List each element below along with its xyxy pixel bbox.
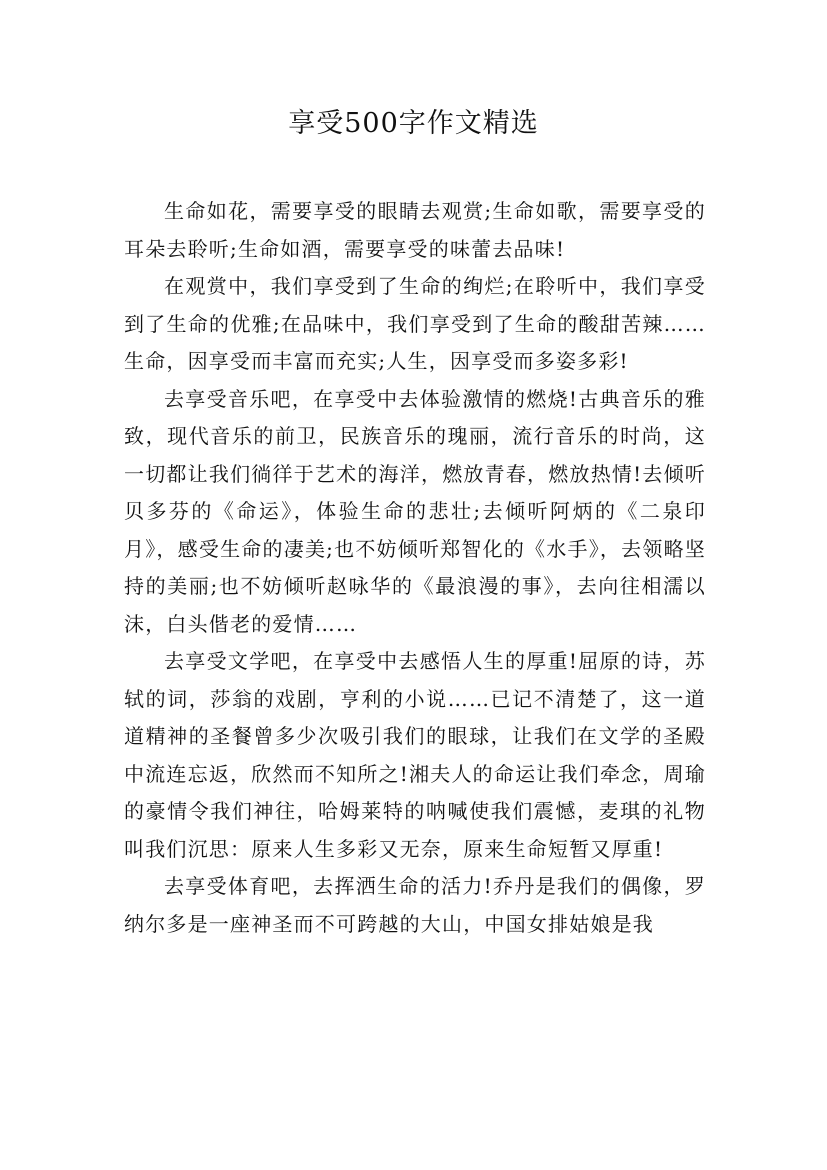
document-title: 享受500字作文精选 [288, 108, 539, 139]
paragraph-5: 去享受体育吧，去挥洒生命的活力!乔丹是我们的偶像，罗纳尔多是一座神圣而不可跨越的大山，中国女排姑娘是我 [124, 874, 706, 936]
paragraph-1: 生命如花，需要享受的眼睛去观赏;生命如歌，需要享受的耳朵去聆听;生命如酒，需要享受的味蕾去品味! [124, 199, 706, 261]
paragraph-4: 去享受文学吧，在享受中去感悟人生的厚重!屈原的诗，苏轼的词，莎翁的戏剧，亨利的小说……已记不清楚了，这一道道精神的圣餐曾多少次吸引我们的眼球，让我们在文学的圣殿中流连忘返，欣然而不知所之!湘夫人的命运让我们牵念，周瑜的豪情令我们神往，哈姆莱特的呐喊使我们震憾，麦琪的礼物叫我们沉思：原来人生多彩又无奈，原来生命短暂又厚重! [124, 649, 706, 861]
document-body [124, 193, 706, 943]
paragraph-2: 在观赏中，我们享受到了生命的绚烂;在聆听中，我们享受到了生命的优雅;在品味中，我们享受到了生命的酸甜苦辣……生命，因享受而丰富而充实;人生，因享受而多姿多彩! [124, 274, 706, 373]
paragraph-3: 去享受音乐吧，在享受中去体验激情的燃烧!古典音乐的雅致，现代音乐的前卫，民族音乐的瑰丽，流行音乐的时尚，这一切都让我们徜徉于艺术的海洋，燃放青春，燃放热情!去倾听贝多芬的《命运》，体验生命的悲壮;去倾听阿炳的《二泉印月》，感受生命的凄美;也不妨倾听郑智化的《水手》，去领略坚持的美丽;也不妨倾听赵咏华的《最浪漫的事》，去向往相濡以沫，白头偕老的爱情…… [124, 386, 706, 636]
